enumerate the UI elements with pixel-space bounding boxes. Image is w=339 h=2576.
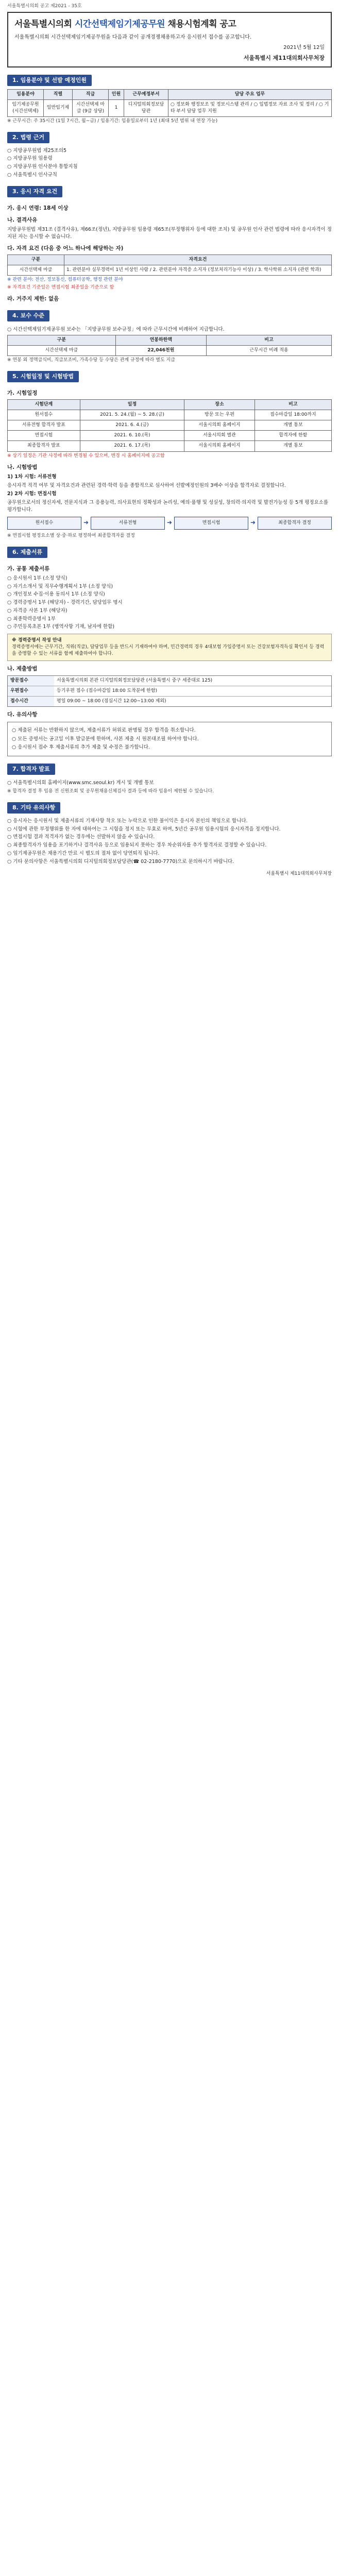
section-salary xyxy=(7,310,332,364)
schedule-note: ※ 상기 일정은 기관 사정에 따라 변경될 수 있으며, 변경 시 홈페이지에 공고함 xyxy=(7,453,165,459)
section-results xyxy=(7,764,332,795)
table-row xyxy=(8,441,332,451)
qualification-table xyxy=(7,255,332,276)
list-item: ○ 주민등록초본 1부 (병역사항 기재, 남자에 한함) xyxy=(7,624,115,630)
col-header: 구분 xyxy=(8,255,64,265)
announcement-number: 서울특별시의회 공고 제2021 - 35호 xyxy=(7,4,82,9)
cell-date: 2021. 6. 10.(목) xyxy=(80,431,184,441)
career-guide-box xyxy=(7,634,332,661)
schedule-table xyxy=(7,399,332,451)
flow-step: 면접시험 xyxy=(174,517,248,530)
sub-title-qualifications: 다. 자격 요건 (다음 중 어느 하나에 해당하는 자) xyxy=(7,245,124,251)
disqualification-text: 지방공무원법 제31조 (결격사유), 제66조(정년), 지방공무원 임용령 제65조(부정행위자 등에 대한 조치) 및 공무원 인사 관련 법령에 따라 응시자격이 정지된 자는 응시할 수 없습니다. xyxy=(7,227,332,240)
cell-grade: 시간선택제 마급 xyxy=(8,346,116,356)
cell-series: 일반임기제 xyxy=(44,99,73,116)
table-row xyxy=(8,265,332,275)
positions-note: ※ 근무시간: 주 35시간 (1일 7시간, 월~금) / 임용기간: 임용일로부터 1년 (최대 5년 범위 내 연장 가능) xyxy=(7,118,218,124)
page xyxy=(0,0,339,884)
cell-dept: 디지털의회정보담당관 xyxy=(124,99,168,116)
cell-stage: 원서접수 xyxy=(8,410,80,420)
intro-text: 서울특별시의회 시간선택제임기제공무원을 다음과 같이 공개경쟁채용하고자 응시원서 접수를 공고합니다. xyxy=(14,34,252,40)
arrow-right-icon: ➜ xyxy=(83,519,89,527)
flow-step: 원서접수 xyxy=(7,517,81,530)
section-title: 2. 법령 근거 xyxy=(7,132,49,143)
positions-table xyxy=(7,89,332,117)
submission-value: 평일 09:00 ~ 18:00 (점심시간 12:00~13:00 제외) xyxy=(57,698,166,704)
col-header: 임용분야 xyxy=(8,89,44,99)
title-highlight: 시간선택제임기제공무원 xyxy=(74,19,165,30)
list-item: ○ 자격증 사본 1부 (해당자) xyxy=(7,607,67,614)
section-title: 1. 임용분야 및 선발 예정인원 xyxy=(7,75,92,86)
list-item: ○ 면접시험 결과 적격자가 없는 경우에는 선발하지 않을 수 있습니다. xyxy=(7,834,155,840)
cell-place: 방문 또는 우편 xyxy=(184,410,255,420)
sub-title-disqualification: 나. 결격사유 xyxy=(7,216,38,223)
section-schedule xyxy=(7,371,332,539)
qualification-deadline-note: ※ 자격요건 기준일은 면접시험 최종일을 기준으로 함 xyxy=(7,285,114,291)
exam-flow xyxy=(7,517,332,530)
col-header: 일정 xyxy=(80,400,184,410)
title-prefix: 서울특별시의회 xyxy=(14,19,72,30)
cell-remark: 개별 통보 xyxy=(255,420,331,431)
submission-label: 우편접수 xyxy=(8,686,54,696)
career-guide-text: 경력증명서에는 근무기간, 직위(직급), 담당업무 등을 반드시 기재하여야 하며, 민간경력의 경우 4대보험 가입증명서 또는 건강보험자격득실 확인서 등 경력을 증명할 수 있는 서류를 함께 제출하여야 합니다. xyxy=(12,645,325,657)
salary-text: ○ 시간선택제임기제공무원 보수는 「지방공무원 보수규정」에 따라 근무시간에 비례하여 지급합니다. xyxy=(7,327,225,333)
cell-duties: ○ 정보화 행정보조 및 정보시스템 관리 / ○ 입법정보 자료 조사 및 정리 / ○ 기타 부서 담당 업무 지원 xyxy=(168,99,332,116)
cell-place: 서울시의회 홈페이지 xyxy=(184,420,255,431)
cell-place: 서울시의회 홈페이지 xyxy=(184,441,255,451)
table-row xyxy=(8,410,332,420)
col-header: 비고 xyxy=(255,400,331,410)
list-item: ○ 서울특별시 인사규칙 xyxy=(7,172,57,178)
caution-item: ○ 제출된 서류는 반환하지 않으며, 제출서류가 허위로 판명될 경우 합격을 취소합니다. xyxy=(12,727,196,733)
sub-title-submission: 나. 제출방법 xyxy=(7,666,38,672)
list-item: ○ 최종합격자가 임용을 포기하거나 결격사유 등으로 임용되지 못하는 경우 차순위자를 추가 합격자로 결정할 수 있습니다. xyxy=(7,842,267,849)
cell-grade: 시간선택제 마급 xyxy=(8,265,64,275)
col-header: 직급 xyxy=(73,89,109,99)
list-item: ○ 경력증명서 1부 (해당자) - 경력기간, 담당업무 명시 xyxy=(7,600,123,606)
issuing-org: 서울특별시 제11대의회사무처장 xyxy=(243,54,325,61)
section-other xyxy=(7,802,332,866)
method-1-title: 1) 1차 시험: 서류전형 xyxy=(7,473,57,480)
col-header: 연봉하한액 xyxy=(115,335,206,345)
method-2-note: ※ 면접시험 평정요소별 상·중·하로 평정하여 최종합격자를 결정 xyxy=(7,533,135,538)
submission-row xyxy=(8,697,331,706)
col-header: 근무예정부서 xyxy=(124,89,168,99)
caution-item: ○ 응시원서 접수 후 제출서류의 추가 제출 및 수정은 불가합니다. xyxy=(12,744,150,751)
list-item: ○ 기타 문의사항은 서울특별시의회 디지털의회정보담당관(☎ 02-2180-7770)으로 문의하시기 바랍니다. xyxy=(7,858,234,865)
announcement-date: 2021년 5월 12일 xyxy=(283,45,325,51)
cell-count: 1 xyxy=(109,99,124,116)
method-2-text: 공무원으로서의 정신자세, 전문지식과 그 응용능력, 의사표현의 정확성과 논리성, 예의·품행 및 성실성, 창의력·의지력 및 발전가능성 등 5개 평정요소를 평가합니다. xyxy=(7,500,329,513)
list-item: ○ 개인정보 수집·이용 동의서 1부 (소정 양식) xyxy=(7,591,105,598)
arrow-right-icon: ➜ xyxy=(166,519,173,527)
section-eligibility xyxy=(7,186,332,303)
results-note: ※ 합격자 결정 후 임용 전 신원조회 및 공무원채용신체검사 결과 등에 따라 임용이 제한될 수 있습니다. xyxy=(7,788,214,794)
list-item: ○ 지방공무원법 제25조의5 xyxy=(7,147,67,154)
cell-place: 서울시의회 별관 xyxy=(184,431,255,441)
section-positions xyxy=(7,75,332,125)
header-box xyxy=(7,12,332,67)
section-title: 8. 기타 유의사항 xyxy=(7,802,60,814)
list-item: ○ 임기제공무원은 채용기간 만료 시 별도의 절차 없이 당연퇴직 됩니다. xyxy=(7,850,160,856)
submission-row xyxy=(8,676,331,686)
list-item: ○ 지방공무원 임용령 xyxy=(7,156,53,162)
section-documents xyxy=(7,547,332,757)
submission-label: 접수시간 xyxy=(8,697,54,706)
col-header: 구분 xyxy=(8,335,116,345)
submission-row xyxy=(8,686,331,697)
cell-date: 2021. 6. 17.(목) xyxy=(80,441,184,451)
list-item: ○ 최종학력증명서 1부 xyxy=(7,616,56,622)
section-legal-basis xyxy=(7,132,332,179)
cell-remark: 합격자에 한함 xyxy=(255,431,331,441)
arrow-right-icon: ➜ xyxy=(250,519,256,527)
cell-stage: 면접시험 xyxy=(8,431,80,441)
cell-salary: 22,046천원 xyxy=(115,346,206,356)
submission-panel xyxy=(7,675,332,707)
col-header: 직렬 xyxy=(44,89,73,99)
table-row xyxy=(8,99,332,116)
col-header: 담당 주요 업무 xyxy=(168,89,332,99)
title-suffix: 채용시험계획 공고 xyxy=(167,19,236,30)
page-title xyxy=(14,18,325,31)
cell-requirements: 1. 관련분야 실무경력이 1년 이상인 사람 / 2. 관련분야 자격증 소지자 (정보처리기능사 이상) / 3. 학사학위 소지자 (관련 학과) xyxy=(64,265,332,275)
cautions-box xyxy=(7,722,332,756)
table-row xyxy=(8,346,332,356)
cell-date: 2021. 6. 4.(금) xyxy=(80,420,184,431)
cell-stage: 서류전형 합격자 발표 xyxy=(8,420,80,431)
section-title: 3. 응시 자격 요건 xyxy=(7,186,62,197)
flow-step: 서류전형 xyxy=(91,517,165,530)
sub-title-schedule: 가. 시험일정 xyxy=(7,390,38,397)
flow-step: 최종합격자 결정 xyxy=(258,517,332,530)
sub-title-common-docs: 가. 공통 제출서류 xyxy=(7,565,50,572)
table-row xyxy=(8,431,332,441)
cell-grade: 시간선택제 마급 (9급 상당) xyxy=(73,99,109,116)
results-text: ○ 서울특별시의회 홈페이지(www.smc.seoul.kr) 게시 및 개별 통보 xyxy=(7,780,154,786)
sub-title-residence: 라. 거주지 제한: 없음 xyxy=(7,296,59,302)
col-header: 자격요건 xyxy=(64,255,332,265)
cell-remark: 근무시간 비례 적용 xyxy=(206,346,331,356)
section-title: 6. 제출서류 xyxy=(7,547,47,558)
col-header: 장소 xyxy=(184,400,255,410)
cell-remark: 개별 통보 xyxy=(255,441,331,451)
list-item: ○ 자기소개서 및 직무수행계획서 1부 (소정 양식) xyxy=(7,583,113,589)
sub-title-cautions: 다. 유의사항 xyxy=(7,711,38,718)
list-item: ○ 시험에 관한 부정행위를 한 자에 대하여는 그 시험을 정지 또는 무효로 하며, 5년간 공무원 임용시험의 응시자격을 정지합니다. xyxy=(7,826,281,832)
caution-item: ○ 모든 증명서는 공고일 이후 발급분에 한하며, 사본 제출 시 원본대조필 하여야 합니다. xyxy=(12,736,199,742)
qualification-note: ※ 관련 분야: 전산, 정보통신, 컴퓨터공학, 행정 관련 분야 xyxy=(7,277,123,282)
submission-value: 등기우편 접수 (접수마감일 18:00 도착분에 한함) xyxy=(57,688,158,693)
section-title: 7. 합격자 발표 xyxy=(7,764,55,775)
sub-title-age: 가. 응시 연령: 18세 이상 xyxy=(7,205,69,211)
col-header: 시험단계 xyxy=(8,400,80,410)
list-item: ○ 응시원서 1부 (소정 양식) xyxy=(7,575,67,581)
list-item: ○ 지방공무원 인사분야 통합지침 xyxy=(7,164,78,170)
table-row xyxy=(8,420,332,431)
cell-field: 임기제공무원 (시간선택제) xyxy=(8,99,44,116)
col-header: 비고 xyxy=(206,335,331,345)
submission-label: 방문접수 xyxy=(8,676,54,686)
cell-remark: 접수마감일 18:00까지 xyxy=(255,410,331,420)
cell-date: 2021. 5. 24.(월) ~ 5. 28.(금) xyxy=(80,410,184,420)
sub-title-method: 나. 시험방법 xyxy=(7,464,38,470)
col-header: 인원 xyxy=(109,89,124,99)
cell-stage: 최종합격자 발표 xyxy=(8,441,80,451)
submission-value: 서울특별시의회 본관 디지털의회정보담당관 (서울특별시 중구 세종대로 125) xyxy=(57,677,213,683)
salary-table xyxy=(7,335,332,356)
list-item: ○ 응시자는 응시원서 및 제출서류의 기재사항 착오 또는 누락으로 인한 불이익은 응시자 본인의 책임으로 합니다. xyxy=(7,818,248,824)
method-1-text: 응시자격 적격 여부 및 자격요건과 관련된 경력·학력 등을 종합적으로 심사하여 선발예정인원의 3배수 이상을 합격자로 결정합니다. xyxy=(7,482,286,488)
career-guide-title: ※ 경력증명서 작성 안내 xyxy=(12,638,62,643)
section-title: 4. 보수 수준 xyxy=(7,310,49,321)
section-title: 5. 시험일정 및 시험방법 xyxy=(7,371,79,382)
method-2-title: 2) 2차 시험: 면접시험 xyxy=(7,491,57,497)
closing-org: 서울특별시 제11대의회사무처장 xyxy=(266,871,332,876)
salary-footnote: ※ 연봉 외 정액급식비, 직급보조비, 가족수당 등 수당은 관계 규정에 따라 별도 지급 xyxy=(7,358,175,363)
